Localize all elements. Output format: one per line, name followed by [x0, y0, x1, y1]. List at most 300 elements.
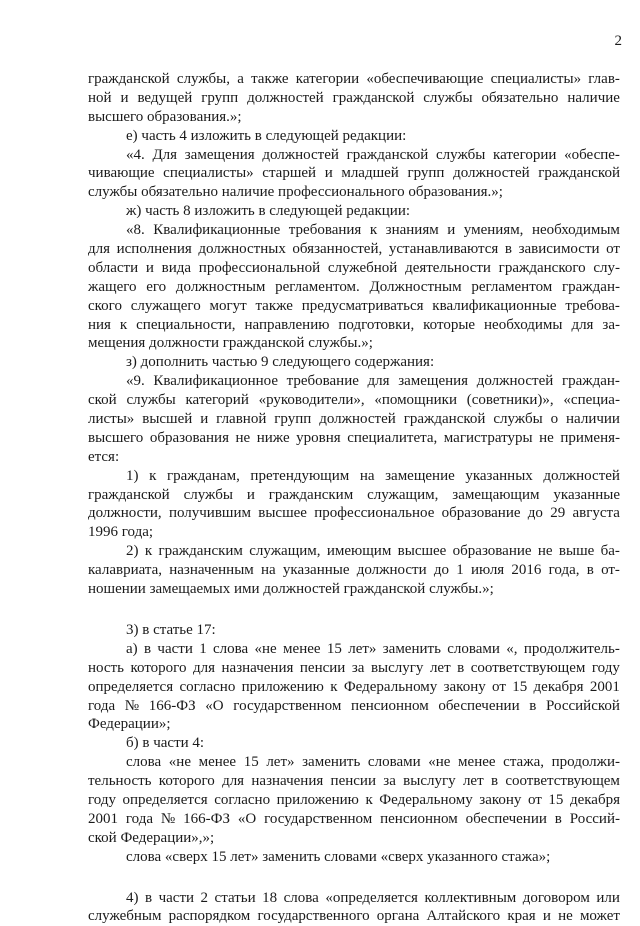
word: лет» [348, 640, 377, 657]
word: его [146, 278, 167, 295]
text-line [88, 561, 620, 580]
word: заменить [382, 640, 441, 657]
word: служащим, [249, 543, 321, 560]
word: «4. [126, 146, 145, 163]
blank-line [88, 867, 620, 889]
word: к [119, 316, 128, 333]
word: обеспечении [465, 810, 547, 827]
word: в [554, 810, 562, 827]
word: групп [201, 89, 239, 106]
word: Для [152, 146, 178, 163]
word: граждан- [561, 373, 620, 390]
word: а [237, 71, 244, 87]
word: Должностным [369, 278, 462, 295]
word: гражданской [403, 411, 486, 428]
word: государственного [257, 908, 370, 925]
word: назначенным [169, 562, 254, 579]
word: пенсионном [380, 810, 458, 827]
word: области [88, 259, 139, 276]
text-line [88, 678, 620, 697]
text-line [88, 70, 620, 89]
text-line [88, 697, 620, 716]
word: могут [209, 297, 247, 314]
word: к [369, 222, 378, 239]
word: менее [458, 754, 496, 771]
word: приложению [241, 678, 324, 695]
word: «не [168, 754, 191, 771]
word: «, [506, 640, 518, 657]
word: до [527, 505, 543, 522]
word: для [192, 659, 215, 676]
word: которого [130, 659, 187, 676]
word: не [558, 908, 573, 925]
word: «не [428, 754, 451, 771]
word: подготовки, [338, 316, 415, 333]
word: от [492, 678, 506, 695]
word: указанные [282, 562, 350, 579]
word: квалификационные [432, 297, 557, 314]
word: устанавливаются [388, 241, 499, 258]
word: соответствующем [505, 773, 620, 790]
text-line [88, 753, 620, 772]
word: групп [407, 165, 445, 182]
word: «специа- [563, 392, 620, 409]
text-line [88, 486, 620, 505]
text-line: ж) часть 8 изложить в следующей редакции: [126, 203, 411, 220]
word: продолжи- [551, 754, 620, 771]
word: соответствующем [470, 659, 586, 676]
word: указанные [553, 486, 620, 503]
word: 1) [126, 467, 139, 484]
word: года [88, 697, 116, 714]
word: 166-ФЗ [183, 810, 230, 827]
word: образования [149, 429, 229, 446]
word: и [447, 222, 456, 239]
word: 166-ФЗ [148, 697, 196, 714]
word: исполнения [116, 241, 192, 258]
word: августа [572, 505, 620, 522]
text-line [88, 659, 620, 678]
word: распорядком [168, 908, 251, 925]
word: на [359, 467, 375, 484]
word: за [383, 773, 396, 790]
word: старшей [262, 165, 317, 182]
word: части [158, 889, 195, 906]
word: должностей [453, 165, 530, 182]
word: словами [367, 754, 421, 771]
text-line [88, 907, 620, 926]
word: которые [423, 316, 476, 333]
word: гражданским [158, 543, 243, 560]
word: замещения [184, 146, 255, 163]
word: к [149, 467, 157, 484]
word: слу- [593, 259, 620, 276]
word: «О [205, 697, 224, 714]
word: высшей [142, 411, 193, 428]
word: должностей [319, 411, 396, 428]
text-line [88, 772, 620, 791]
word: служебным [88, 908, 162, 925]
word: в [143, 640, 152, 657]
word: года [125, 810, 154, 827]
word: гражданской [88, 71, 170, 87]
word: заменить [302, 754, 361, 771]
word: групп [274, 411, 312, 428]
word: закону [479, 791, 522, 808]
word: на [261, 562, 276, 579]
word: от [606, 241, 620, 258]
word: знаниям [385, 222, 439, 239]
word: ба- [600, 543, 620, 560]
word: специалисты» [163, 165, 254, 182]
word: образование [441, 505, 521, 522]
word: слова [126, 754, 162, 771]
word: согласно [214, 791, 271, 808]
text-line [88, 259, 620, 278]
word: умениям, [463, 222, 524, 239]
word: для [367, 373, 390, 390]
word: ниже [256, 429, 290, 446]
word: 4) [126, 889, 139, 906]
word: ной [88, 89, 112, 106]
word: профессиональное [314, 505, 435, 522]
word: назначения [251, 773, 324, 790]
word: и [324, 165, 333, 182]
text-line: службы обязательно наличие профессионального образования.»; [88, 184, 503, 201]
word: замещающим [452, 486, 540, 503]
text-line [88, 297, 620, 316]
word: и [542, 908, 551, 925]
word: младшей [341, 165, 399, 182]
text-line [88, 429, 620, 448]
word: «обеспечивающие [366, 71, 484, 87]
word: гражданским [268, 486, 354, 503]
word: лет [462, 773, 484, 790]
word: слова [213, 640, 249, 657]
word: листы» [88, 411, 135, 428]
word: служащим, [367, 486, 439, 503]
word: закону [443, 678, 486, 695]
word: специальности, [136, 316, 236, 333]
word: специалитета, [347, 429, 438, 446]
word: выслугу [403, 773, 456, 790]
word: лет [429, 659, 451, 676]
word: должности, [88, 505, 162, 522]
word: вида [161, 259, 192, 276]
word: гражданской [538, 165, 620, 182]
word: стажа, [503, 754, 544, 771]
word: главной [216, 411, 267, 428]
word: 15 [512, 678, 528, 695]
text-line [88, 410, 620, 429]
word: претендующим [250, 467, 350, 484]
word: части [157, 640, 193, 657]
word: для [222, 773, 245, 790]
word: которого [158, 773, 215, 790]
word: регламентом. [275, 278, 360, 295]
word: государственном [233, 697, 342, 714]
text-line [88, 504, 620, 523]
word: года, [548, 562, 580, 579]
word: «не [254, 640, 277, 657]
word: менее [198, 754, 237, 771]
word: службы [493, 411, 543, 428]
word: «руководители», [258, 392, 365, 409]
word: глав- [588, 71, 620, 87]
word: 15 [326, 640, 342, 657]
word: 2001 [589, 678, 620, 695]
text-line [88, 542, 620, 561]
word: служащего [130, 297, 201, 314]
word: определяется [88, 678, 174, 695]
text-line [88, 164, 620, 183]
word: Российской [546, 697, 620, 714]
word: должностным [175, 278, 266, 295]
word: должностей [543, 467, 620, 484]
word: должностных [198, 241, 286, 258]
word: 1 [456, 562, 464, 579]
word: замещение [385, 467, 455, 484]
word: или [596, 889, 620, 906]
text-line: Федерации»; [88, 716, 171, 733]
word: специалисты» [490, 71, 582, 87]
word: определяется [122, 791, 208, 808]
word: 29 [550, 505, 566, 522]
word: за [351, 659, 365, 676]
word: наличии [566, 411, 620, 428]
word: 2001 [88, 810, 118, 827]
word: продолжитель- [523, 640, 620, 657]
text-line [88, 372, 620, 391]
word: в [457, 659, 465, 676]
text-line [88, 278, 620, 297]
word: требования [288, 222, 362, 239]
text-line: 1996 года; [88, 524, 154, 541]
text-line [88, 791, 620, 810]
word: пенсии [299, 659, 346, 676]
word: органа [376, 908, 420, 925]
word: до [433, 562, 450, 579]
text-line [88, 89, 620, 108]
word: Федеральному [343, 678, 438, 695]
word: № [124, 697, 140, 714]
word: обязательно [481, 89, 559, 106]
word: высшего [88, 429, 144, 446]
word: категории [295, 71, 360, 87]
word: «определяется [325, 889, 418, 906]
word: пенсионном [351, 697, 429, 714]
word: 2 [200, 889, 209, 906]
text-line [88, 316, 620, 335]
word: должностей [476, 373, 554, 390]
word: профессиональной [198, 259, 321, 276]
word: о [550, 411, 559, 428]
word: и [246, 486, 255, 503]
text-line [88, 221, 620, 240]
word: имеющим [326, 543, 392, 560]
word: в [490, 773, 499, 790]
word: должностей [262, 146, 339, 163]
word: 2016 [511, 562, 542, 579]
word: государственном [264, 810, 373, 827]
word: обеспечении [438, 697, 520, 714]
word: согласно [179, 678, 236, 695]
text-line [88, 640, 620, 659]
word: категорий [185, 392, 249, 409]
blank-line [88, 599, 620, 621]
word: Россий- [569, 810, 620, 827]
page-number: 2 [614, 33, 622, 49]
word: замещения [398, 373, 469, 390]
word: края [507, 908, 536, 925]
word: не [537, 543, 553, 560]
word: магистратуры [443, 429, 533, 446]
word: наличие [567, 89, 620, 106]
text-line [88, 467, 620, 486]
word: коллективным [424, 889, 517, 906]
word: за- [602, 316, 620, 333]
word: регламентом [471, 278, 553, 295]
word: году [591, 659, 620, 676]
text-line [88, 810, 620, 829]
word: 15 [548, 791, 564, 808]
text-line: слова «сверх 15 лет» заменить словами «сверх указанного стажа»; [126, 848, 551, 865]
word: деятельности [405, 259, 491, 276]
word: категории [493, 146, 557, 163]
word: Квалификационное [153, 373, 278, 390]
word: декабря [569, 791, 620, 808]
word: от- [601, 562, 620, 579]
word: необходимы [484, 316, 563, 333]
text-line: 3) в статье 17: [126, 621, 216, 638]
word: в [504, 241, 512, 258]
word: «помощники [374, 392, 457, 409]
word: 1 [199, 640, 207, 657]
word: не [235, 429, 251, 446]
word: и [120, 89, 129, 106]
word: гражданской [88, 486, 170, 503]
word: «8. [126, 222, 145, 239]
word: пенсии [330, 773, 376, 790]
word: ния [88, 316, 111, 333]
text-line [88, 391, 620, 410]
word: службы [423, 89, 473, 106]
word: Федеральному [379, 791, 473, 808]
document-body [88, 70, 620, 926]
word: к [365, 791, 373, 808]
text-line: ской Федерации»,»; [88, 829, 215, 846]
word: калавриата, [88, 562, 163, 579]
word: выслугу [370, 659, 424, 676]
word: высшее [397, 543, 447, 560]
word: может [579, 908, 620, 925]
word: словами [447, 640, 500, 657]
word: службы [436, 146, 486, 163]
word: ского [88, 297, 122, 314]
text-line: е) часть 4 изложить в следующей редакции: [126, 127, 407, 144]
word: гражданам, [166, 467, 240, 484]
word: июля [470, 562, 505, 579]
word: высшее [258, 505, 307, 522]
word: получившим [168, 505, 251, 522]
word: и [200, 411, 209, 428]
word: к [144, 543, 153, 560]
word: а) [126, 640, 138, 657]
word: обязанностей, [292, 241, 383, 258]
word: ской [88, 392, 117, 409]
word: граждан- [562, 278, 620, 295]
word: применя- [560, 429, 620, 446]
word: «9. [126, 373, 145, 390]
word: 15 [243, 754, 259, 771]
text-line: ношении замещаемых ими должностей гражданской службы.»; [88, 581, 494, 598]
word: 18 [262, 889, 278, 906]
word: «обеспе- [564, 146, 620, 163]
word: требование [286, 373, 359, 390]
word: ность [88, 659, 124, 676]
text-line: мещения должности гражданской службы.»; [88, 335, 373, 352]
word: направлению [244, 316, 330, 333]
word: должности [356, 562, 427, 579]
word: в [145, 889, 153, 906]
word: 2) [126, 543, 139, 560]
word: договором [522, 889, 590, 906]
word: от [527, 791, 542, 808]
word: жащего [88, 278, 137, 295]
text-line: ется: [88, 448, 120, 465]
word: должностей [247, 89, 324, 106]
word: чивающие [88, 165, 155, 182]
word: приложению [276, 791, 359, 808]
text-line [88, 146, 620, 165]
word: Алтайского [426, 908, 501, 925]
word: служебной [327, 259, 398, 276]
word: тельность [88, 773, 152, 790]
word: слова [283, 889, 319, 906]
word: менее [283, 640, 321, 657]
word: образование [452, 543, 532, 560]
word: гражданской [346, 146, 429, 163]
text-line: б) в части 4: [126, 735, 205, 752]
word: для [88, 241, 111, 258]
word: также [255, 297, 293, 314]
word: гражданской [332, 89, 415, 106]
word: и [145, 259, 154, 276]
word: указанных [465, 467, 533, 484]
word: службы, [176, 71, 230, 87]
word: декабря [533, 678, 584, 695]
word: назначения [221, 659, 294, 676]
word: (советники)», [466, 392, 554, 409]
word: службы [183, 486, 233, 503]
word: необходимым [531, 222, 620, 239]
word: выше [558, 543, 595, 560]
word: Квалификационные [153, 222, 281, 239]
word: требова- [565, 297, 620, 314]
word: в [529, 697, 537, 714]
word: не [539, 429, 554, 446]
word: к [330, 678, 338, 695]
word: ведущей [137, 89, 193, 106]
word: лет» [266, 754, 295, 771]
word: для [571, 316, 594, 333]
text-line: з) дополнить частью 9 следующего содержания: [126, 354, 435, 371]
text-line [88, 240, 620, 259]
word: статьи [214, 889, 256, 906]
word: № [160, 810, 176, 827]
word: в [586, 562, 594, 579]
word: предусматриваться [301, 297, 424, 314]
